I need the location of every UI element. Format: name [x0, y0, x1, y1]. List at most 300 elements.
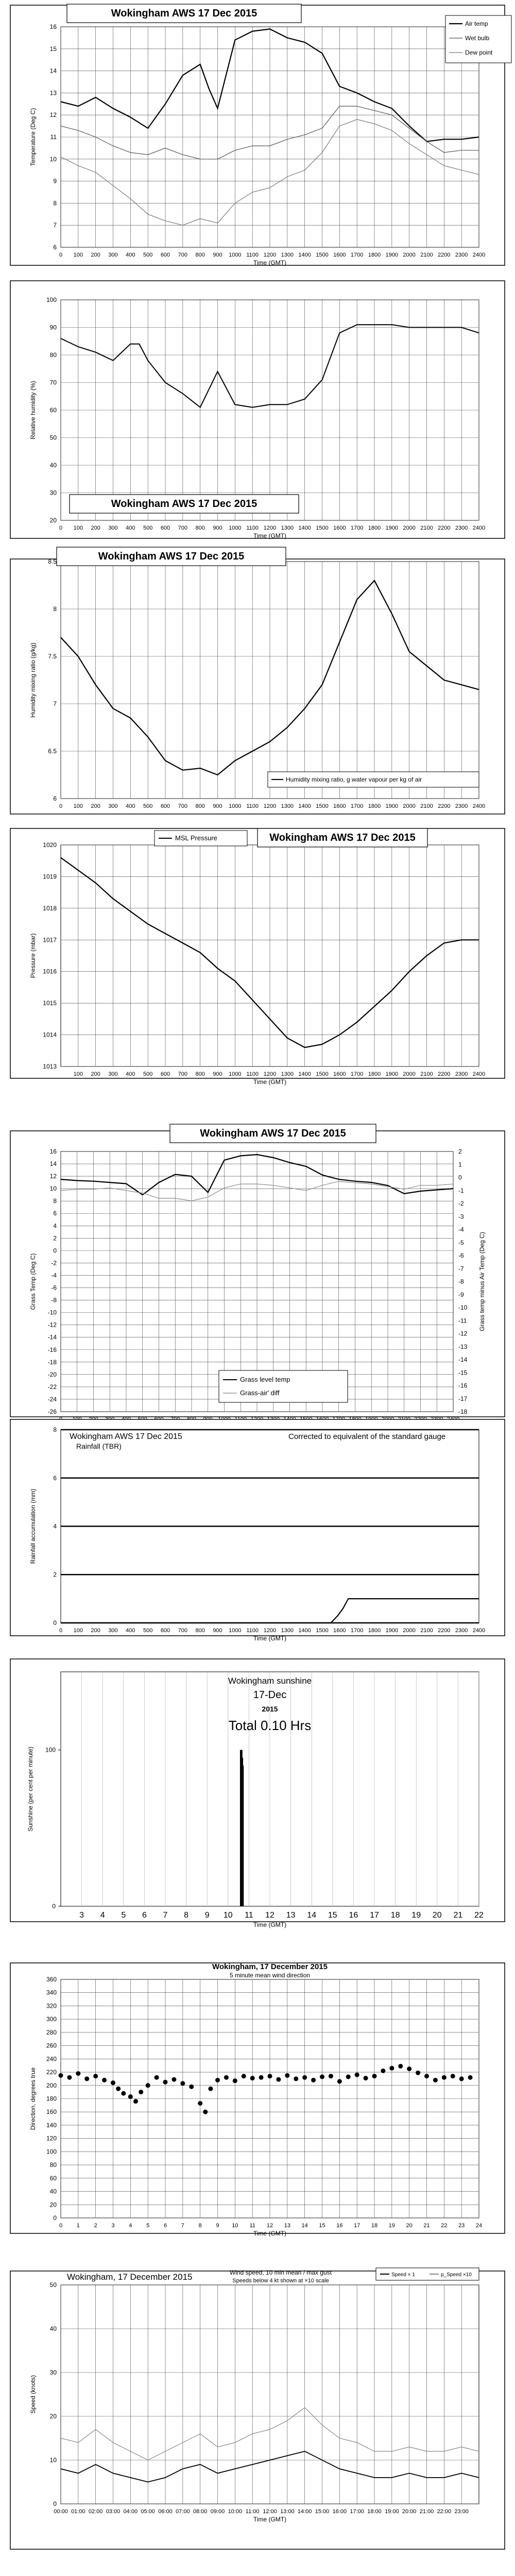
- x-tick-label: 1400: [298, 1628, 311, 1634]
- y-right-tick-label: -10: [458, 1304, 468, 1311]
- data-point: [76, 2071, 80, 2076]
- x-tick-label: 3: [79, 1911, 84, 1920]
- x-tick-label: 1600: [333, 1071, 346, 1077]
- x-tick-label: 900: [213, 252, 222, 258]
- x-tick-label: 2100: [420, 1628, 433, 1634]
- chart-8: [10, 1962, 505, 2237]
- y-tick-label: 90: [49, 324, 57, 331]
- legend-label: Dew point: [465, 49, 493, 56]
- x-tick-label: 1100: [246, 803, 259, 809]
- x-tick-label: 700: [178, 525, 188, 531]
- x-tick-label: 14: [301, 2223, 308, 2229]
- x-tick-label: 1600: [333, 803, 346, 809]
- x-tick-label: 09:00: [210, 2509, 225, 2515]
- chart-year: 2015: [262, 1705, 278, 1713]
- x-tick-label: 1400: [298, 803, 311, 809]
- x-tick-label: 8: [198, 2223, 202, 2229]
- x-tick-label: 18: [371, 2223, 378, 2229]
- y-tick-label: -10: [47, 1309, 57, 1316]
- x-tick-label: 1000: [229, 1628, 242, 1634]
- y-right-tick-label: -16: [458, 1382, 468, 1389]
- x-tick-label: 19: [388, 2223, 395, 2229]
- y-right-tick-label: -8: [458, 1278, 464, 1285]
- y-tick-label: 40: [49, 2325, 57, 2332]
- y-axis-label-right: Grass temp minus Air Temp (Deg C): [478, 1232, 486, 1331]
- data-point: [407, 2066, 411, 2071]
- x-tick-label: 01:00: [71, 2509, 85, 2515]
- y-tick-label: 10: [49, 1185, 57, 1193]
- y-tick-label: 180: [46, 2095, 57, 2103]
- x-tick-label: 3: [111, 2223, 115, 2229]
- x-tick-label: 1000: [229, 252, 242, 258]
- data-point: [424, 2074, 429, 2078]
- x-tick-label: 17: [354, 2223, 360, 2229]
- data-point: [433, 2078, 438, 2082]
- x-tick-label: 2300: [455, 1628, 468, 1634]
- y-tick-label: 40: [49, 2188, 57, 2195]
- x-tick-label: 1900: [385, 1628, 399, 1634]
- y-tick-label: 100: [46, 2148, 57, 2156]
- y-tick-label: 16: [49, 23, 57, 30]
- x-tick-label: 1600: [333, 525, 346, 531]
- y-tick-label: 60: [49, 406, 57, 414]
- y-tick-label: 120: [46, 2134, 57, 2142]
- x-tick-label: 500: [143, 1071, 153, 1077]
- y-tick-label: 60: [49, 2174, 57, 2182]
- x-tick-label: 1500: [316, 525, 329, 531]
- x-tick-label: 1700: [350, 1071, 364, 1077]
- y-tick-label: 30: [49, 489, 57, 497]
- y-axis-label: Rainfall accumulation (mm): [29, 1488, 37, 1564]
- chart-title: Wokingham, 17 December 2015: [67, 2272, 193, 2282]
- x-tick-label: 4: [100, 1911, 105, 1920]
- y-tick-label: 1016: [43, 968, 57, 975]
- x-tick-label: 1700: [350, 525, 364, 531]
- data-point: [337, 2079, 342, 2084]
- x-tick-label: 1200: [263, 1071, 277, 1077]
- data-point: [128, 2094, 133, 2099]
- y-tick-label: 15: [49, 45, 57, 53]
- x-tick-label: 22: [474, 1911, 484, 1920]
- y-tick-label: -2: [51, 1259, 57, 1267]
- x-tick-label: 19:00: [385, 2509, 399, 2515]
- x-tick-label: 21: [453, 1911, 463, 1920]
- x-tick-label: 8: [184, 1911, 189, 1920]
- x-tick-label: 1800: [368, 525, 381, 531]
- chart-6: [10, 1419, 505, 1642]
- y-tick-label: 9: [53, 177, 57, 185]
- chart-title: Wokingham AWS 17 Dec 2015: [269, 832, 416, 843]
- y-tick-label: 0: [53, 2214, 57, 2222]
- x-tick-label: 1900: [385, 252, 399, 258]
- x-tick-label: 400: [126, 1628, 135, 1634]
- x-tick-label: 2300: [455, 803, 468, 809]
- x-tick-label: 7: [163, 1911, 168, 1920]
- x-tick-label: 23: [458, 2223, 465, 2229]
- y-tick-label: -4: [51, 1272, 57, 1279]
- x-tick-label: 2300: [455, 1071, 468, 1077]
- y-tick-label: 7: [53, 222, 57, 229]
- y-axis-label: Temperature (Deg C): [29, 108, 37, 166]
- data-point: [242, 2074, 246, 2078]
- y-right-tick-label: -17: [458, 1395, 468, 1402]
- x-tick-label: 500: [143, 525, 153, 531]
- x-tick-label: 200: [91, 1628, 100, 1634]
- y-tick-label: 0: [53, 1619, 57, 1626]
- y-tick-label: 1018: [43, 904, 57, 912]
- x-tick-label: 200: [91, 525, 100, 531]
- x-tick-label: 12:00: [263, 2509, 277, 2515]
- x-tick-label: 1400: [298, 525, 311, 531]
- x-tick-label: 1700: [350, 1628, 364, 1634]
- x-tick-label: 1200: [263, 525, 277, 531]
- y-tick-label: 0: [53, 2500, 57, 2507]
- x-tick-label: 800: [195, 1071, 205, 1077]
- x-tick-label: 300: [108, 1628, 118, 1634]
- x-tick-label: 1500: [316, 1628, 329, 1634]
- x-tick-label: 1500: [316, 252, 329, 258]
- legend-label: p_Speed ×10: [441, 2272, 472, 2278]
- x-tick-label: 6: [142, 1911, 147, 1920]
- y-tick-label: 12: [49, 111, 57, 119]
- x-tick-label: 1100: [246, 1071, 259, 1077]
- data-point: [189, 2084, 194, 2089]
- x-tick-label: 1000: [229, 525, 242, 531]
- data-point: [381, 2069, 385, 2073]
- x-tick-label: 20:00: [402, 2509, 417, 2515]
- x-tick-label: 5: [146, 2223, 150, 2229]
- y-tick-label: 320: [46, 2002, 57, 2010]
- chart-title: Wokingham AWS 17 Dec 2015: [111, 8, 258, 19]
- x-tick-label: 600: [160, 525, 170, 531]
- x-tick-label: 18:00: [367, 2509, 382, 2515]
- x-tick-label: 11:00: [245, 2509, 260, 2515]
- data-point: [111, 2080, 115, 2085]
- x-tick-label: 16:00: [332, 2509, 347, 2515]
- x-tick-label: 22:00: [437, 2509, 452, 2515]
- x-tick-label: 05:00: [141, 2509, 155, 2515]
- x-tick-label: 2000: [403, 252, 416, 258]
- x-tick-label: 1300: [281, 525, 294, 531]
- y-tick-label: 0: [53, 1247, 57, 1255]
- x-tick-label: 2100: [420, 1071, 433, 1077]
- x-tick-label: 2400: [472, 252, 486, 258]
- data-point: [372, 2074, 377, 2078]
- x-tick-label: 800: [195, 252, 205, 258]
- x-tick-label: 13:00: [280, 2509, 295, 2515]
- x-tick-label: 13: [286, 1911, 296, 1920]
- chart-1: [10, 4, 511, 266]
- x-tick-label: 0: [59, 525, 63, 531]
- x-tick-label: 1500: [316, 803, 329, 809]
- x-tick-label: 1400: [298, 252, 311, 258]
- y-tick-label: 8: [53, 199, 57, 207]
- x-tick-label: 2200: [438, 1628, 451, 1634]
- x-tick-label: 10: [223, 1911, 233, 1920]
- y-tick-label: 80: [49, 351, 57, 359]
- x-tick-label: 1100: [246, 252, 259, 258]
- x-tick-label: 15: [328, 1911, 337, 1920]
- x-tick-label: 300: [108, 252, 118, 258]
- x-tick-label: 14:00: [297, 2509, 312, 2515]
- chart-title: Wokingham, 17 December 2015: [212, 1962, 328, 1971]
- y-tick-label: 140: [46, 2121, 57, 2129]
- y-tick-label: 6: [53, 1474, 57, 1482]
- y-tick-label: 4: [53, 1522, 57, 1530]
- data-point: [294, 2076, 298, 2081]
- x-tick-label: 15:00: [315, 2509, 330, 2515]
- chart-subtitle: 5 minute mean wind direction: [229, 1972, 311, 1979]
- x-tick-label: 500: [143, 803, 153, 809]
- x-tick-label: 1900: [385, 1071, 399, 1077]
- data-point: [389, 2066, 394, 2071]
- x-tick-label: 700: [178, 803, 188, 809]
- data-point: [215, 2078, 220, 2082]
- y-tick-label: 6: [53, 795, 57, 802]
- y-tick-label: -12: [47, 1321, 57, 1329]
- y-axis-label: Humidity mixing ratio (g/kg): [29, 642, 37, 718]
- y-right-tick-label: -7: [458, 1265, 464, 1273]
- x-tick-label: 10: [232, 2223, 238, 2229]
- y-tick-label: 280: [46, 2028, 57, 2036]
- x-axis-label: Time (GMT): [253, 1635, 287, 1642]
- data-point: [416, 2071, 420, 2075]
- x-tick-label: 1000: [229, 803, 242, 809]
- x-tick-label: 9: [216, 2223, 219, 2229]
- x-tick-label: 10:00: [228, 2509, 243, 2515]
- y-tick-label: 1013: [43, 1063, 57, 1070]
- x-tick-label: 06:00: [158, 2509, 173, 2515]
- y-right-tick-label: -11: [458, 1317, 467, 1325]
- x-tick-label: 2300: [455, 252, 468, 258]
- x-tick-label: 15: [319, 2223, 325, 2229]
- x-tick-label: 19: [411, 1911, 421, 1920]
- y-tick-label: 40: [49, 462, 57, 469]
- y-tick-label: 12: [49, 1173, 57, 1180]
- chart-note: Corrected to equivalent of the standard gauge: [288, 1432, 446, 1441]
- x-tick-label: 400: [126, 525, 135, 531]
- y-tick-label: 13: [49, 89, 57, 97]
- y-tick-label: -18: [47, 1358, 57, 1366]
- legend-label: Speed × 1: [391, 2272, 415, 2278]
- x-axis-label: Time (GMT): [253, 259, 287, 266]
- y-tick-label: 8: [53, 1197, 57, 1205]
- x-tick-label: 400: [126, 1071, 135, 1077]
- x-tick-label: 2300: [455, 525, 468, 531]
- y-axis-label: Speed (knots): [29, 2375, 37, 2414]
- x-tick-label: 2: [94, 2223, 97, 2229]
- x-tick-label: 16: [349, 1911, 358, 1920]
- x-tick-label: 2000: [403, 1628, 416, 1634]
- x-tick-label: 100: [73, 252, 83, 258]
- chart-subtitle: 17-Dec: [253, 1689, 287, 1701]
- legend-label: Grass level temp: [240, 1376, 290, 1383]
- y-tick-label: 8.5: [48, 558, 57, 565]
- y-tick-label: 200: [46, 2081, 57, 2089]
- y-tick-label: 14: [49, 1160, 57, 1168]
- y-tick-label: 50: [49, 2281, 57, 2289]
- x-tick-label: 1300: [281, 803, 294, 809]
- x-tick-label: 1800: [368, 1628, 381, 1634]
- x-tick-label: 200: [91, 1071, 100, 1077]
- data-point: [116, 2087, 121, 2091]
- chart-title: Wokingham sunshine: [228, 1676, 312, 1686]
- x-tick-label: 1200: [263, 252, 277, 258]
- sunshine-bar: [243, 1766, 244, 1906]
- x-axis-label: Time (GMT): [253, 1078, 287, 1086]
- x-tick-label: 1900: [385, 525, 399, 531]
- x-tick-label: 900: [213, 525, 222, 531]
- x-tick-label: 900: [213, 1071, 222, 1077]
- chart-5: [10, 1124, 505, 1431]
- x-tick-label: 100: [73, 1628, 83, 1634]
- x-tick-label: 00:00: [54, 2509, 68, 2515]
- x-tick-label: 11: [245, 1911, 253, 1920]
- y-tick-label: 4: [53, 1222, 57, 1230]
- chart-note: Speeds below 4 kt shown at ×10 scale: [232, 2278, 329, 2284]
- chart-3: [10, 547, 505, 814]
- y-right-tick-label: 1: [458, 1161, 462, 1168]
- data-point: [259, 2075, 264, 2080]
- data-point: [442, 2075, 447, 2080]
- chart-7: [10, 1659, 505, 1928]
- data-point: [198, 2101, 202, 2106]
- y-right-tick-label: -1: [458, 1187, 464, 1194]
- x-tick-label: 300: [108, 525, 118, 531]
- y-right-tick-label: -15: [458, 1369, 468, 1377]
- data-point: [84, 2076, 89, 2081]
- x-tick-label: 16: [336, 2223, 343, 2229]
- x-tick-label: 2400: [472, 803, 486, 809]
- x-tick-label: 200: [91, 803, 100, 809]
- data-point: [302, 2075, 307, 2080]
- y-tick-label: 220: [46, 2069, 57, 2076]
- x-tick-label: 1600: [333, 252, 346, 258]
- y-tick-label: 2: [53, 1571, 57, 1579]
- y-tick-label: 8: [53, 605, 57, 613]
- y-tick-label: -6: [51, 1284, 57, 1292]
- y-right-tick-label: -18: [458, 1408, 468, 1415]
- x-tick-label: 800: [195, 525, 205, 531]
- x-tick-label: 1500: [316, 1071, 329, 1077]
- data-point: [67, 2075, 72, 2080]
- x-tick-label: 1900: [385, 803, 399, 809]
- y-axis-label: Relative humidity (%): [29, 381, 37, 439]
- data-point: [285, 2073, 289, 2078]
- y-right-tick-label: -5: [458, 1239, 464, 1246]
- y-right-tick-label: -12: [458, 1330, 468, 1337]
- data-point: [171, 2077, 176, 2082]
- x-tick-label: 800: [195, 1628, 205, 1634]
- x-tick-label: 7: [181, 2223, 184, 2229]
- data-point: [208, 2087, 213, 2091]
- x-tick-label: 13: [284, 2223, 290, 2229]
- x-tick-label: 1400: [298, 1071, 311, 1077]
- y-right-tick-label: -6: [458, 1252, 464, 1259]
- x-tick-label: 100: [73, 525, 83, 531]
- data-point: [468, 2075, 473, 2080]
- x-tick-label: 0: [59, 252, 63, 258]
- x-tick-label: 1800: [368, 1071, 381, 1077]
- y-axis-label: Direction, degrees true: [29, 2067, 37, 2130]
- x-tick-label: 1800: [368, 252, 381, 258]
- chart-total: Total 0.10 Hrs: [228, 1718, 312, 1733]
- y-tick-label: -16: [47, 1346, 57, 1353]
- x-tick-label: 2000: [403, 1071, 416, 1077]
- x-tick-label: 1300: [281, 252, 294, 258]
- x-tick-label: 1700: [350, 252, 364, 258]
- x-tick-label: 17:00: [350, 2509, 364, 2515]
- y-tick-label: 70: [49, 379, 57, 386]
- y-tick-label: -20: [47, 1370, 57, 1378]
- x-tick-label: 02:00: [88, 2509, 103, 2515]
- legend-label: Wet bulb: [465, 35, 490, 42]
- x-tick-label: 1700: [350, 803, 364, 809]
- data-point: [180, 2081, 185, 2086]
- y-tick-label: 1017: [43, 936, 57, 944]
- chart-9: [10, 2268, 505, 2549]
- x-tick-label: 1300: [281, 1071, 294, 1077]
- data-point: [233, 2078, 237, 2083]
- x-axis-label: Time (GMT): [253, 2230, 287, 2237]
- data-point: [346, 2075, 351, 2079]
- y-tick-label: -24: [47, 1395, 57, 1403]
- y-tick-label: 14: [49, 67, 57, 75]
- x-tick-label: 2100: [420, 803, 433, 809]
- y-tick-label: 1019: [43, 873, 57, 880]
- x-tick-label: 2000: [403, 803, 416, 809]
- y-tick-label: 8: [53, 1426, 57, 1433]
- x-tick-label: 1100: [246, 525, 259, 531]
- y-right-tick-label: -13: [458, 1343, 468, 1350]
- y-tick-label: 160: [46, 2108, 57, 2116]
- y-tick-label: 50: [49, 434, 57, 442]
- y-tick-label: 11: [50, 133, 57, 141]
- x-tick-label: 1300: [281, 1628, 294, 1634]
- y-right-tick-label: -3: [458, 1213, 464, 1221]
- x-tick-label: 2000: [403, 525, 416, 531]
- x-tick-label: 100: [73, 1071, 83, 1077]
- data-point: [203, 2110, 208, 2114]
- x-tick-label: 0: [59, 803, 63, 809]
- legend: [445, 15, 511, 63]
- chart-title: Wokingham AWS 17 Dec 2015: [98, 551, 245, 562]
- y-tick-label: 6: [53, 1210, 57, 1217]
- data-point: [133, 2099, 138, 2104]
- data-point: [250, 2076, 255, 2080]
- legend-label: MSL Pressure: [175, 834, 217, 842]
- x-tick-label: 18: [390, 1911, 400, 1920]
- y-tick-label: 80: [49, 2161, 57, 2169]
- x-tick-label: 6: [163, 2223, 167, 2229]
- x-tick-label: 400: [126, 803, 135, 809]
- x-tick-label: 2400: [472, 525, 486, 531]
- y-right-tick-label: 0: [458, 1174, 462, 1181]
- y-tick-label: 6.5: [48, 748, 57, 755]
- data-point: [139, 2090, 143, 2094]
- x-tick-label: 14: [307, 1911, 317, 1920]
- y-tick-label: 16: [49, 1148, 57, 1155]
- x-tick-label: 1000: [229, 1071, 242, 1077]
- data-point: [154, 2075, 159, 2080]
- x-tick-label: 500: [143, 1628, 153, 1634]
- x-tick-label: 300: [108, 803, 118, 809]
- x-tick-label: 600: [160, 252, 170, 258]
- y-tick-label: 100: [46, 296, 57, 303]
- x-tick-label: 2400: [472, 1628, 486, 1634]
- data-point: [355, 2073, 359, 2077]
- y-tick-label: 20: [49, 517, 57, 524]
